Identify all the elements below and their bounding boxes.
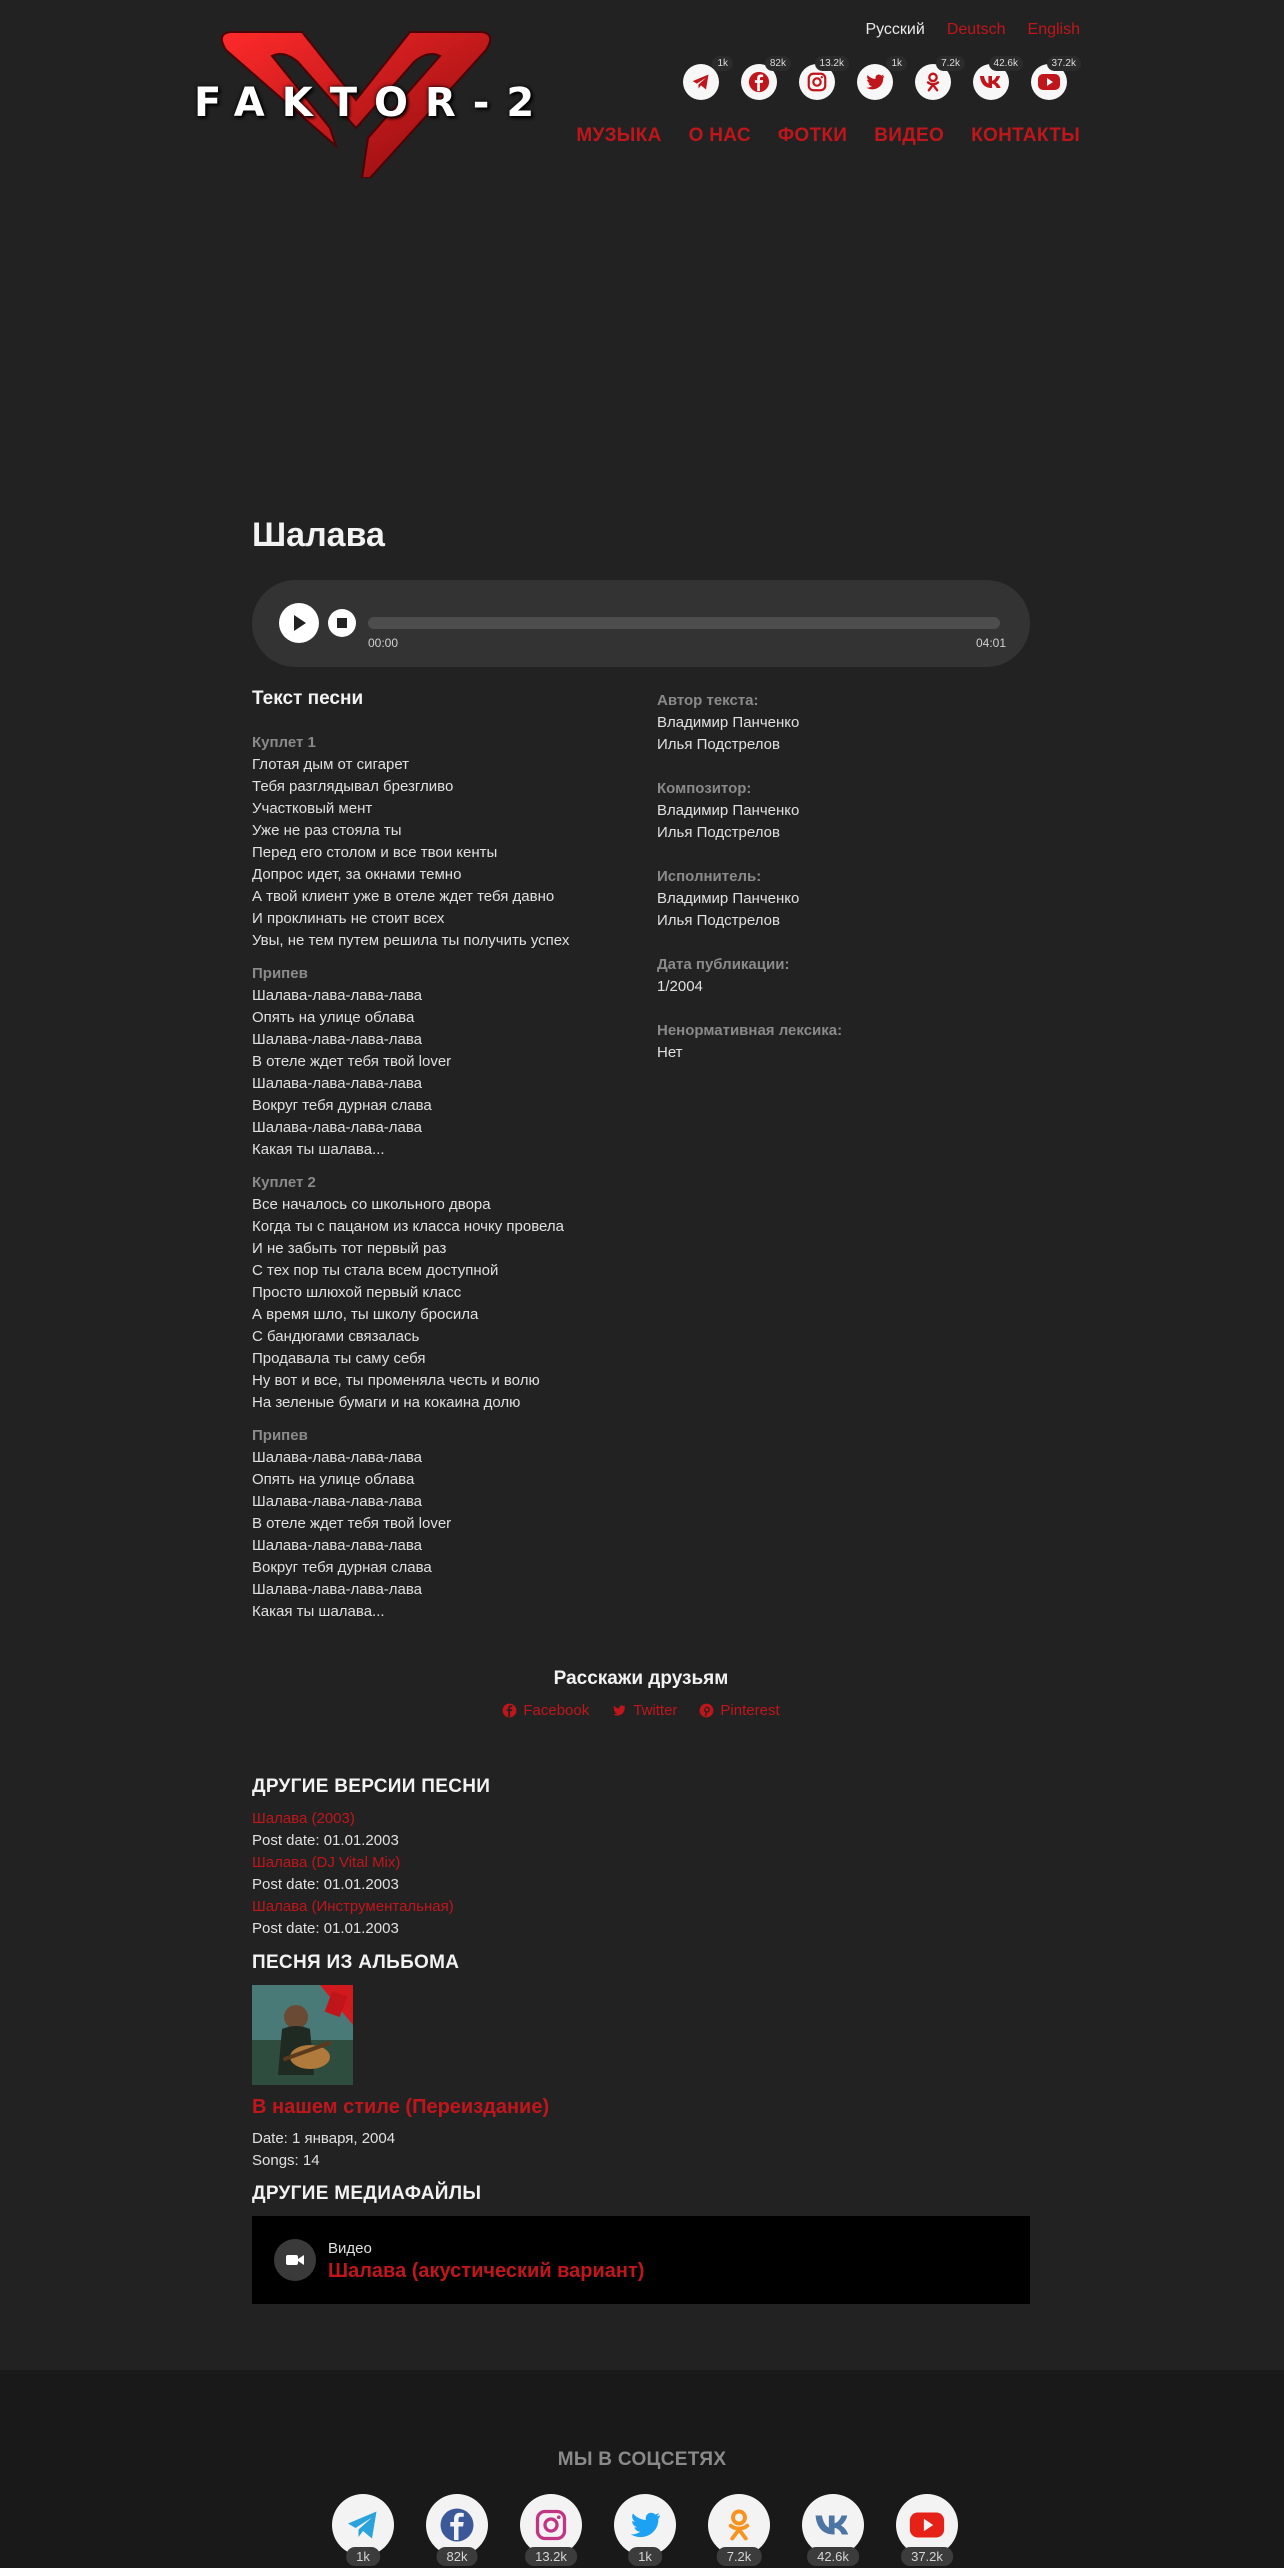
meta-label: Автор текста:: [657, 692, 759, 709]
social-count: 37.2k: [1047, 56, 1081, 71]
play-icon: [291, 614, 307, 632]
audio-player: [252, 580, 1030, 667]
lyric-line: Когда ты с пацаном из класса ночку провела: [252, 1218, 564, 1235]
social-count: 13.2k: [815, 56, 849, 71]
lang-english[interactable]: English: [1027, 21, 1080, 38]
lyric-line: Опять на улице облава: [252, 1471, 415, 1488]
lyrics-section: [252, 688, 632, 1634]
footer-heading: МЫ В СОЦСЕТЯХ: [557, 2449, 727, 2470]
lyric-line: Участковый мент: [252, 800, 373, 817]
lyric-line: Вокруг тебя дурная слава: [252, 1559, 432, 1576]
lyric-line: Просто шлюхой первый класс: [252, 1284, 462, 1301]
lyric-line: А твой клиент уже в отеле ждет тебя давно: [252, 888, 555, 905]
odnoklassniki-icon: [721, 2507, 757, 2543]
footer-instagram-link[interactable]: [520, 2494, 582, 2564]
language-switcher: [865, 21, 1080, 39]
lyric-line: В отеле ждет тебя твой lover: [252, 1053, 452, 1070]
header-telegram-link[interactable]: [683, 58, 728, 100]
logo-text: FAKTOR-2: [194, 80, 552, 126]
social-count: 42.6k: [807, 2547, 859, 2566]
nav-photos[interactable]: ФОТКИ: [777, 125, 848, 146]
version-date: Post date: 01.01.2003: [252, 1876, 399, 1893]
lyric-line: Глотая дым от сигарет: [252, 756, 410, 773]
footer-facebook-link[interactable]: [426, 2494, 488, 2564]
versions-list: [252, 1808, 454, 1940]
lyric-line: Вокруг тебя дурная слава: [252, 1097, 432, 1114]
lyric-line: Шалава-лава-лава-лава: [252, 1449, 423, 1466]
vk-icon: [979, 74, 1003, 90]
share-facebook-link[interactable]: [502, 1702, 589, 1719]
lyric-line: В отеле ждет тебя твой lover: [252, 1515, 452, 1532]
versions-heading: ДРУГИЕ ВЕРСИИ ПЕСНИ: [252, 1776, 491, 1797]
share-facebook-label: Facebook: [523, 1702, 590, 1719]
meta-value: Владимир Панченко: [657, 714, 800, 731]
meta-value: Илья Подстрелов: [657, 736, 780, 753]
nav-about[interactable]: О НАС: [688, 125, 751, 146]
stop-button[interactable]: [328, 609, 356, 637]
social-count: 13.2k: [525, 2547, 577, 2566]
album-cover-image: [252, 1985, 353, 2085]
footer: [0, 2370, 1284, 2568]
share-section: [252, 1668, 1030, 1719]
social-count: 82k: [437, 2547, 478, 2566]
lyric-line: С бандюгами связалась: [252, 1328, 420, 1345]
lyrics-stanza: [252, 1172, 632, 1414]
meta-value: 1/2004: [657, 978, 703, 995]
footer-twitter-link[interactable]: [614, 2494, 676, 2564]
social-count: 7.2k: [717, 2547, 762, 2566]
album-info: [252, 2128, 395, 2172]
lyric-line: Шалава-лава-лава-лава: [252, 1493, 423, 1510]
pinterest-icon: [699, 1703, 714, 1718]
footer-social-links: [332, 2494, 958, 2564]
meta-group: [657, 954, 1017, 998]
stop-icon: [336, 617, 348, 629]
meta-label: Исполнитель:: [657, 868, 762, 885]
lyrics-heading: Текст песни: [252, 688, 364, 709]
lyrics-stanza: [252, 732, 632, 952]
duration: 04:01: [975, 636, 1006, 650]
twitter-icon: [611, 1703, 627, 1718]
lang-russian[interactable]: Русский: [865, 21, 925, 38]
footer-telegram-link[interactable]: [332, 2494, 394, 2564]
lyric-line: Какая ты шалава...: [252, 1141, 385, 1158]
meta-label: Дата публикации:: [657, 956, 790, 973]
lyric-line: Уже не раз стояла ты: [252, 822, 402, 839]
version-date: Post date: 01.01.2003: [252, 1832, 399, 1849]
nav-video[interactable]: ВИДЕО: [874, 125, 945, 146]
lyric-line: Шалава-лава-лава-лава: [252, 1537, 423, 1554]
meta-value: Владимир Панченко: [657, 890, 800, 907]
media-heading: ДРУГИЕ МЕДИАФАЙЛЫ: [252, 2183, 482, 2204]
share-pinterest-label: Pinterest: [720, 1702, 780, 1719]
social-count: 82k: [765, 56, 791, 71]
lyric-line: Увы, не тем путем решила ты получить успех: [252, 932, 570, 949]
meta-group: [657, 778, 1017, 844]
odnoklassniki-icon: [922, 71, 944, 93]
meta-group: [657, 1020, 1017, 1064]
meta-value: Нет: [657, 1044, 683, 1061]
nav-contacts[interactable]: КОНТАКТЫ: [971, 125, 1080, 146]
footer-youtube-link[interactable]: [896, 2494, 958, 2564]
header-twitter-link[interactable]: [857, 58, 902, 100]
version-link[interactable]: Шалава (DJ Vital Mix): [252, 1854, 401, 1871]
header-instagram-link[interactable]: [799, 58, 844, 100]
lyric-line: Шалава-лава-лава-лава: [252, 987, 423, 1004]
telegram-icon: [691, 72, 711, 92]
youtube-icon: [908, 2511, 946, 2539]
logo[interactable]: [190, 28, 552, 178]
lyric-line: И не забыть тот первый раз: [252, 1240, 447, 1257]
play-button[interactable]: [279, 603, 319, 643]
stanza-label: Куплет 2: [252, 1174, 316, 1191]
facebook-icon: [439, 2507, 475, 2543]
social-count: 37.2k: [901, 2547, 953, 2566]
lyric-line: Шалава-лава-лава-лава: [252, 1581, 423, 1598]
nav-music[interactable]: МУЗЫКА: [576, 125, 662, 146]
lyric-line: А время шло, ты школу бросила: [252, 1306, 479, 1323]
share-twitter-label: Twitter: [633, 1702, 678, 1719]
album-cover[interactable]: [252, 1985, 353, 2085]
social-count: 42.6k: [989, 56, 1023, 71]
lyric-line: Все началось со школьного двора: [252, 1196, 491, 1213]
facebook-icon: [502, 1703, 517, 1718]
lyric-line: Допрос идет, за окнами темно: [252, 866, 462, 883]
meta-group: [657, 690, 1017, 756]
main-nav: [576, 125, 1080, 147]
media-type-label: Видео: [328, 2240, 372, 2257]
lyrics-stanza: [252, 963, 632, 1161]
version-date: Post date: 01.01.2003: [252, 1920, 399, 1937]
lyric-line: Какая ты шалава...: [252, 1603, 385, 1620]
instagram-icon: [533, 2507, 569, 2543]
meta-label: Ненормативная лексика:: [657, 1022, 843, 1039]
lyric-line: И проклинать не стоит всех: [252, 910, 445, 927]
lyric-line: Опять на улице облава: [252, 1009, 415, 1026]
album-heading: ПЕСНЯ ИЗ АЛЬБОМА: [252, 1952, 460, 1973]
meta-value: Илья Подстрелов: [657, 824, 780, 841]
lyric-line: Шалава-лава-лава-лава: [252, 1031, 423, 1048]
lyric-line: Тебя разглядывал брезгливо: [252, 778, 454, 795]
album-songs: Songs: 14: [252, 2152, 320, 2169]
video-camera-icon: [274, 2239, 316, 2281]
social-count: 1k: [628, 2547, 662, 2566]
header-facebook-link[interactable]: [741, 58, 786, 100]
header-social-links: [683, 58, 1076, 100]
vk-icon: [814, 2512, 852, 2538]
meta-label: Композитор:: [657, 780, 752, 797]
share-pinterest-link[interactable]: [699, 1702, 779, 1719]
lyrics-stanza: [252, 1425, 632, 1623]
header-youtube-link[interactable]: [1031, 58, 1076, 100]
twitter-icon: [864, 71, 886, 93]
meta-group: [657, 866, 1017, 932]
lyric-line: С тех пор ты стала всем доступной: [252, 1262, 499, 1279]
media-title-link[interactable]: Шалава (акустический вариант): [328, 2260, 645, 2282]
song-meta: [657, 690, 1017, 1086]
social-count: 1k: [712, 56, 733, 71]
lyric-line: Шалава-лава-лава-лава: [252, 1075, 423, 1092]
footer-odnoklassniki-link[interactable]: [708, 2494, 770, 2564]
lyric-line: На зеленые бумаги и на кокаина долю: [252, 1394, 521, 1411]
telegram-icon: [345, 2507, 381, 2543]
social-count: 1k: [346, 2547, 380, 2566]
stanza-label: Припев: [252, 1427, 308, 1444]
share-twitter-link[interactable]: [611, 1702, 677, 1719]
youtube-icon: [1037, 73, 1061, 91]
social-count: 1k: [886, 56, 907, 71]
twitter-icon: [627, 2507, 663, 2543]
lyric-line: Перед его столом и все твои кенты: [252, 844, 498, 861]
lyric-line: Шалава-лава-лава-лава: [252, 1119, 423, 1136]
stanza-label: Припев: [252, 965, 308, 982]
page-title: Шалава: [252, 516, 385, 554]
meta-value: Илья Подстрелов: [657, 912, 780, 929]
social-count: 7.2k: [936, 56, 965, 71]
progress-bar[interactable]: [368, 617, 1000, 629]
album-date: Date: 1 января, 2004: [252, 2130, 396, 2147]
instagram-icon: [806, 71, 828, 93]
album-title-link[interactable]: В нашем стиле (Переиздание): [252, 2096, 550, 2118]
lang-german[interactable]: Deutsch: [946, 21, 1006, 38]
meta-value: Владимир Панченко: [657, 802, 800, 819]
lyric-line: Ну вот и все, ты променяла честь и волю: [252, 1372, 540, 1389]
footer-vk-link[interactable]: [802, 2494, 864, 2564]
current-time: 00:00: [368, 636, 399, 650]
media-item[interactable]: [252, 2216, 1030, 2304]
lyric-line: Продавала ты саму себя: [252, 1350, 426, 1367]
version-link[interactable]: Шалава (Инструментальная): [252, 1898, 454, 1915]
version-link[interactable]: Шалава (2003): [252, 1810, 355, 1827]
facebook-icon: [748, 71, 770, 93]
share-heading: Расскажи друзьям: [553, 1668, 729, 1689]
stanza-label: Куплет 1: [252, 734, 316, 751]
header-odnoklassniki-link[interactable]: [915, 58, 960, 100]
header-vk-link[interactable]: [973, 58, 1018, 100]
